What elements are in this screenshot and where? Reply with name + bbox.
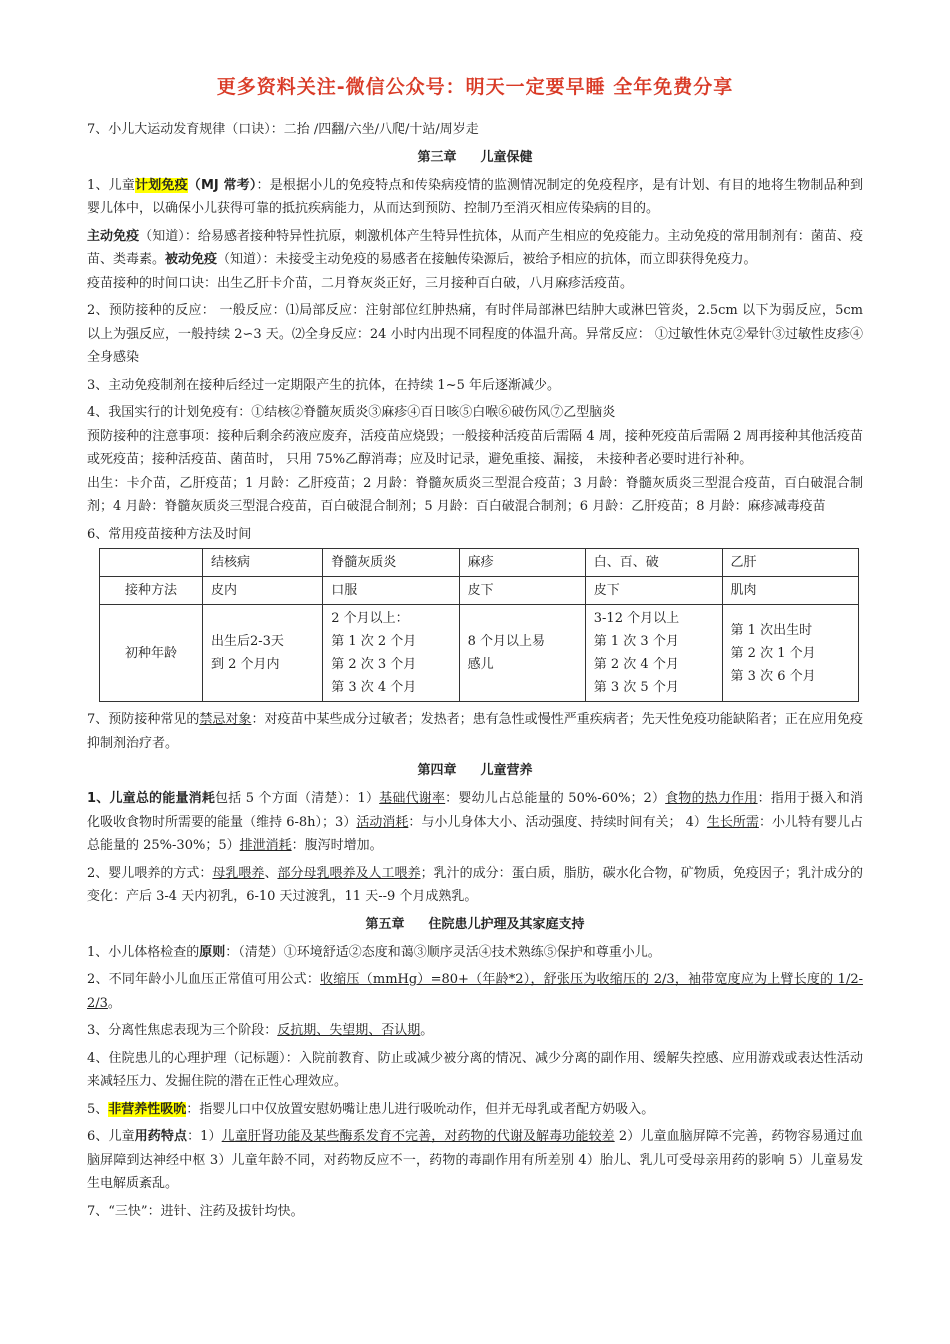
text-run: 6、儿童 <box>87 1129 135 1144</box>
vaccine-rhyme: 疫苗接种的时间口诀：出生乙肝卡介苗，二月脊灰炎正好，三月接种百白破，八月麻疹活疫苗。 <box>87 275 634 291</box>
text-run: ：腹泻时增加。 <box>291 838 383 853</box>
cell-line: 第 3 次 6 个月 <box>730 668 816 684</box>
promo-banner: 更多资料关注-微信公众号：明天一定要早睡 全年免费分享 <box>216 76 734 98</box>
text-run: 3、分离性焦虑表现为三个阶段： <box>87 1023 278 1038</box>
text-run: 2、不同年龄小儿血压正常值可用公式： <box>87 972 321 987</box>
bold-term: 用药特点 <box>134 1129 188 1144</box>
text-run: ；乳汁的成分：蛋白质，脂肪，碳水化合物，矿物质，免疫因子；乳汁成分的变化：产后 3-4 天内初乳，6-10 天过渡乳，11 天--9 个月成熟乳。 <box>87 865 863 904</box>
vaccination-reaction-paragraph: 2、预防接种的反应： 一般反应：⑴局部反应：注射部位红肿热痛，有时伴局部淋巴结肿大或淋巴管炎，2.5cm 以下为弱反应，5cm 以上为强反应，一般持续 2∽3 天。⑵全身反应：24 小时内出现不同程度的体温升高。异常反应： ①过敏性休克②晕针③过敏性皮疹④全身感染 <box>87 303 863 365</box>
underlined-term: 收缩压（mmHg）=80+（年龄*2），舒张压为收缩压的 2/3，袖带宽度应为上臂长度的 1/2-2/3 <box>87 972 863 1011</box>
chapter-5-heading <box>87 913 863 937</box>
underlined-term: 活动消耗 <box>356 814 409 830</box>
cell-line: 到 2 个月内 <box>211 657 280 672</box>
table-header-cell: 麻疹 <box>459 549 585 577</box>
text-run: ：指用于摄入和消化吸收食物时所需要的能量（维持 6-8h）；3） <box>87 791 863 830</box>
text-run: 1、儿童 <box>87 177 136 193</box>
antibody-duration-paragraph: 3、主动免疫制剂在接种后经过一定期限产生的抗体，在持续 1~5 年后逐渐减少。 <box>87 377 560 393</box>
text-run: （知道）：给易感者接种特异性抗原，刺激机体产生特异性抗体，从而产生相应的免疫能力。主动免疫的常用制剂有：菌苗、疫苗、类毒素。 <box>87 228 863 267</box>
bold-term: 被动免疫 <box>165 252 218 267</box>
table-row <box>100 549 859 577</box>
chapter-number: 第三章 <box>417 149 457 165</box>
chapter-4-heading <box>87 759 863 783</box>
chapter-3-heading <box>87 146 863 170</box>
non-nutritive-sucking-paragraph <box>87 1098 863 1122</box>
text-run: 包括 5 个方面（清楚）：1） <box>215 791 380 806</box>
bold-term: 原则 <box>199 944 226 960</box>
text-run: 。 <box>420 1023 434 1038</box>
table-row <box>100 577 859 605</box>
cell-line: 第 2 次 1 个月 <box>730 645 816 661</box>
medication-paragraph <box>87 1125 863 1196</box>
text-run: 5、 <box>87 1101 109 1117</box>
table-header-cell: 白、百、破 <box>585 549 722 577</box>
text-run: 2、婴儿喂养的方式： <box>87 865 213 881</box>
table-cell: 口服 <box>323 577 459 605</box>
table-cell: 皮下 <box>585 577 722 605</box>
vaccination-precautions: 预防接种的注意事项：接种后剩余药液应废弃，活疫苗应烧毁；一般接种活疫苗后需隔 4 周，接种死疫苗后需隔 2 周再接种其他活疫苗或死疫苗；接种活疫苗、菌苗时， 只用 75%乙醇消毒；应及时记录，避免重接、漏接， 未接种者必要时进行补种。 <box>87 428 863 467</box>
immunity-definition-paragraph <box>87 225 863 272</box>
planned-immunization-paragraph <box>87 174 863 221</box>
cell-line: 8 个月以上易 <box>467 634 546 649</box>
cell-line: 第 1 次 3 个月 <box>593 634 679 649</box>
table-cell <box>100 549 203 577</box>
cell-line: 第 3 次 4 个月 <box>331 680 417 695</box>
text-run: ：与小儿身体大小、活动强度、持续时间有关； 4） <box>408 814 707 830</box>
document-body <box>87 118 863 1227</box>
chapter-title: 儿童营养 <box>480 763 533 778</box>
underlined-term: 排泄消耗 <box>239 838 292 853</box>
motor-development-paragraph: 7、小儿大运动发育规律（口诀）：二抬 /四翻/六坐/八爬/十站/周岁走 <box>87 122 479 137</box>
planned-immunization-list: 4、我国实行的计划免疫有：①结核②脊髓灰质炎③麻疹④百日咳⑤白喉⑥破伤风⑦乙型脑炎 <box>87 405 616 420</box>
table-header-cell: 乙肝 <box>722 549 858 577</box>
table-cell: 皮内 <box>203 577 323 605</box>
vaccine-table-caption: 6、常用疫苗接种方法及时间 <box>87 526 252 542</box>
text-run: ：（清楚）①环境舒适②态度和蔼③顺序灵活④技术熟练⑤保护和尊重小儿。 <box>225 944 661 960</box>
underlined-term: 母乳喂养 <box>212 865 265 881</box>
bold-term: （MJ 常考） <box>187 177 257 193</box>
underlined-term: 部分母乳喂养及人工喂养 <box>277 865 421 881</box>
text-run: ：小儿特有婴儿占总能量的 25%-30%；5） <box>87 814 863 853</box>
chapter-number: 第四章 <box>417 763 457 778</box>
underlined-term: 基础代谢率 <box>379 791 446 806</box>
highlighted-term: 计划免疫 <box>135 177 188 193</box>
physical-exam-paragraph <box>87 941 863 965</box>
table-cell <box>203 605 323 702</box>
underlined-term: 反抗期、失望期、否认期 <box>277 1023 421 1038</box>
table-cell: 肌肉 <box>722 577 858 605</box>
feeding-paragraph <box>87 862 863 909</box>
text-run: ：是根据小儿的免疫特点和传染病疫情的监测情况制定的免疫程序，是有计划、有目的地将生物制品种到婴儿体中，以确保小儿获得可靠的抵抗疾病能力，从而达到预防、控制乃至消灭相应传染病的目的。 <box>87 177 863 216</box>
underlined-term: 生长所需 <box>706 814 759 830</box>
vaccine-table <box>99 548 859 702</box>
cell-line: 第 2 次 4 个月 <box>593 657 679 672</box>
underlined-term: 禁忌对象 <box>199 712 252 727</box>
cell-line: 出生后2-3天 <box>211 634 284 649</box>
text-run: 1、小儿体格检查的 <box>87 944 200 960</box>
text-run: ：婴幼儿占总能量的 50%-60%；2） <box>445 791 666 806</box>
text-run: （知道）：未接受主动免疫的易感者在接触传染源后，被给予相应的抗体，而立即获得免疫力。 <box>217 252 757 267</box>
row-label: 初种年龄 <box>100 605 203 702</box>
chapter-number: 第五章 <box>365 916 405 932</box>
underlined-term: 食物的热力作用 <box>665 791 758 806</box>
text-run: 2）儿童血脑屏障不完善，药物容易通过血脑屏障到达神经中枢 3）儿童年龄不同，对药物反应不一，药物的毒副作用有所差别 4）胎儿、乳儿可受母亲用药的影响 5）儿童易发生电解质紊乱。 <box>87 1129 863 1191</box>
cell-line: 第 1 次 2 个月 <box>331 634 417 649</box>
highlighted-term: 非营养性吸吮 <box>108 1101 187 1117</box>
text-run: 。 <box>107 995 121 1011</box>
cell-line: 第 2 次 3 个月 <box>331 657 417 672</box>
bold-term: 主动免疫 <box>87 228 140 244</box>
cell-line: 第 1 次出生时 <box>730 622 813 638</box>
table-cell: 皮下 <box>459 577 585 605</box>
table-cell <box>722 605 858 702</box>
table-cell <box>323 605 459 702</box>
energy-consumption-paragraph <box>87 787 863 858</box>
table-row <box>100 605 859 702</box>
table-header-cell: 结核病 <box>203 549 323 577</box>
cell-line: 感儿 <box>467 657 494 672</box>
row-label: 接种方法 <box>100 577 203 605</box>
chapter-title: 住院患儿护理及其家庭支持 <box>428 916 585 932</box>
text-run: ：指婴儿口中仅放置安慰奶嘴让患儿进行吸吮动作，但并无母乳或者配方奶吸入。 <box>186 1101 655 1117</box>
psychological-care-paragraph: 4、住院患儿的心理护理（记标题）：入院前教育、防止或减少被分离的情况、减少分离的副作用、缓解失控感、应用游戏或表达性活动来减轻压力、发掘住院的潜在正性心理效应。 <box>87 1050 863 1089</box>
contraindication-paragraph <box>87 708 863 755</box>
chapter-title: 儿童保健 <box>480 149 533 165</box>
cell-line: 第 3 次 5 个月 <box>593 680 679 695</box>
text-run: ：对疫苗中某些成分过敏者；发热者；患有急性或慢性严重疾病者；先天性免疫功能缺陷者；正在应用免疫抑制剂治疗者。 <box>87 712 863 751</box>
text-run: ：1） <box>187 1129 222 1144</box>
bold-term: 1、儿童总的能量消耗 <box>87 791 216 806</box>
table-cell <box>585 605 722 702</box>
underlined-term: 儿童肝肾功能及某些酶系发育不完善，对药物的代谢及解毒功能较差 <box>221 1129 615 1144</box>
separation-anxiety-paragraph <box>87 1019 863 1043</box>
text-run: 、 <box>264 865 278 881</box>
three-fast-paragraph: 7、“三快”：进针、注药及拔针均快。 <box>87 1203 304 1219</box>
table-header-cell: 脊髓灰质炎 <box>323 549 459 577</box>
vaccination-schedule: 出生：卡介苗，乙肝疫苗；1 月龄：乙肝疫苗；2 月龄：脊髓灰质炎三型混合疫苗；3 月龄：脊髓灰质炎三型混合疫苗，百白破混合制剂；4 月龄：脊髓灰质炎三型混合疫苗，百白破混合制剂；5 月龄：百白破混合制剂；6 月龄：乙肝疫苗；8 月龄：麻疹减毒疫苗 <box>87 475 863 514</box>
table-cell <box>459 605 585 702</box>
cell-line: 2 个月以上： <box>331 611 409 626</box>
text-run: 7、预防接种常见的 <box>87 712 200 727</box>
blood-pressure-paragraph <box>87 968 863 1015</box>
cell-line: 3-12 个月以上 <box>593 611 680 626</box>
